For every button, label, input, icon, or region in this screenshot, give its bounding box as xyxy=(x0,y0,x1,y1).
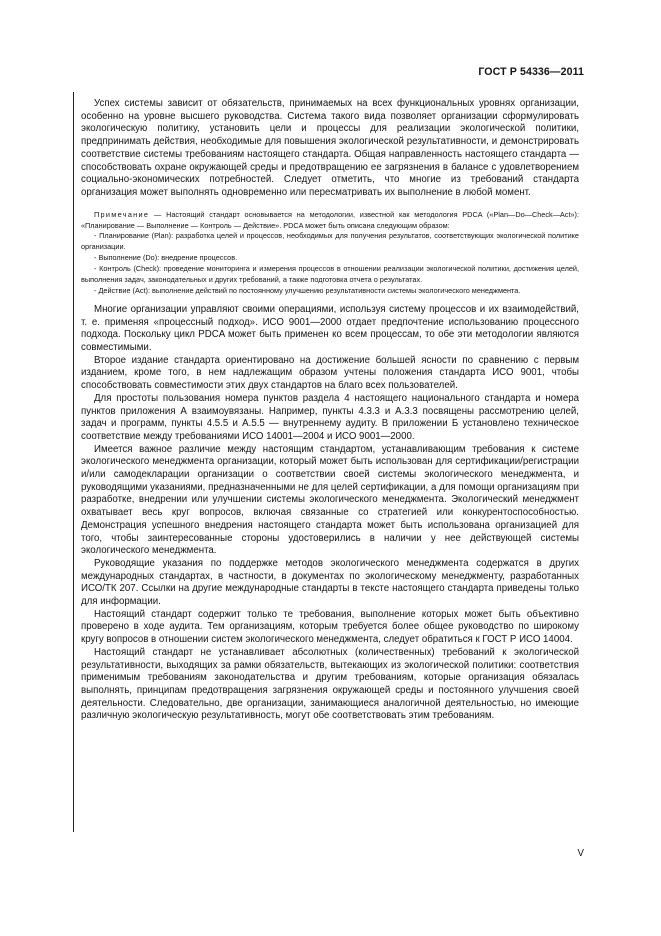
paragraph-audit: Настоящий стандарт содержит только те требования, выполнение которых может быть объективно проверено в ходе аудита. Тем организациям, которым требуется более общее руководство по широкому кругу вопросов в отношении систем экологического менеджмента, следует обратиться к ГОСТ Р ИСО 14004. xyxy=(81,608,579,646)
note-item-act: - Действие (Act): выполнение действий по постоянному улучшению результативности системы экологического менеджмента. xyxy=(94,285,521,295)
page-number: V xyxy=(577,848,584,859)
page-body xyxy=(81,98,579,723)
paragraph-process-approach: Многие организации управляют своими операциями, используя систему процессов и их взаимодействий, т. е. применяя «процессный подход». ИСО 9001—2000 отдает предпочтение использованию процессного подхода. Поскольку цикл PDCA может быть применен ко всем процессам, то обе эти методологии являются совместимыми. xyxy=(81,303,579,353)
note-item-check: - Контроль (Check): проведение мониторинга и измерения процессов в отношении реализации экологической политики, достижения целей, выполнения задач, законодательных и других требований, а также подготовка отчета о результатах. xyxy=(81,264,579,285)
paragraph-second-edition: Второе издание стандарта ориентировано на достижение большей ясности по сравнению с первым изданием, кроме того, в нем надлежащим образом учтены положения стандарта ИСО 9001, чтобы способствовать совместимости этих двух стандартов на благо всех пользователей. xyxy=(81,354,579,392)
document-header: ГОСТ Р 54336—2011 xyxy=(478,66,584,78)
paragraph-clause-numbering: Для простоты пользования номера пунктов раздела 4 настоящего национального стандарта и номера пунктов приложения А взаимоувязаны. Например, пункты 4.3.3 и А.3.3 посвящены рассмотрению целей, задач и программ, пункты 4.5.5 и А.5.5 — внутреннему аудиту. В приложении Б установлено техническое соответствие между требованиями ИСО 14001—2004 и ИСО 9001—2000. xyxy=(81,392,579,442)
pdca-note xyxy=(81,210,579,297)
note-intro xyxy=(81,210,579,232)
paragraph-certification: Имеется важное различие между настоящим стандартом, устанавливающим требования к системе экологического менеджмента организации, который может быть использован для сертификации/регистрации и/или самодекларации организации о соответствии своей системы экологического менеджмента, и руководящими указаниями, предназначенными не для целей сертификации, а для помощи организациям при разработке, внедрении или улучшении системы экологического менеджмента. Экологический менеджмент охватывает весь круг вопросов, включая связанные со стратегией или конкурентоспособностью. Демонстрация успешного внедрения настоящего стандарта может быть использована организацией для того, чтобы заинтересованные стороны удостоверились в наличии у нее действующей системы экологического менеджмента. xyxy=(81,443,579,557)
paragraph-guidance: Руководящие указания по поддержке методов экологического менеджмента содержатся в других международных стандартах, в частности, в документах по экологическому менеджменту, разработанных ИСО/ТК 207. Ссылки на другие международные стандарты в тексте настоящего стандарта приведены только для информации. xyxy=(81,557,579,608)
note-text: — Настоящий стандарт основывается на методологии, известной как методология PDCA («Plan—Do—Check—Act»): «Планирование — Выполнение — Контроль — Действие». PDCA может быть описана следующим образом: xyxy=(81,209,579,230)
paragraph-performance: Настоящий стандарт не устанавливает абсолютных (количественных) требований к экологической результативности, выходящих за рамки обязательств, вытекающих из экологической политики: соответствия применимым требованиям законодательства и другим требованиям, которые организация обязалась выполнять, принципам предотвращения загрязнения окружающей среды и постоянного улучшения своей деятельности. Следовательно, две организации, занимающиеся аналогичной деятельностью, но имеющие различную экологическую результативность, могут обе соответствовать этим требованиям. xyxy=(81,646,579,722)
note-label: Примечание xyxy=(94,209,150,219)
intro-paragraph: Успех системы зависит от обязательств, принимаемых на всех функциональных уровнях организации, особенно на уровне высшего руководства. Система такого вида позволяет организации сформулировать экологическую политику, установить цели и процессы для реализации экологической политики, предпринимать действия, необходимые для повышения экологической результативности, и демонстрировать соответствие системы требованиям настоящего стандарта. Общая направленность настоящего стандарта — способствовать охране окружающей среды и предотвращению ее загрязнения в балансе с удовлетворением социально-экономических потребностей. Следует отметить, что многие из требований стандарта организация может выполнять одновременно или пересматривать их выполнение в любой момент. xyxy=(81,98,579,198)
margin-change-bar xyxy=(73,92,74,832)
note-item-do: - Выполнение (Do): внедрение процессов. xyxy=(94,253,238,263)
note-item-plan: - Планирование (Plan): разработка целей и процессов, необходимых для получения результатов, соответствующих экологической политике организации. xyxy=(81,231,579,252)
